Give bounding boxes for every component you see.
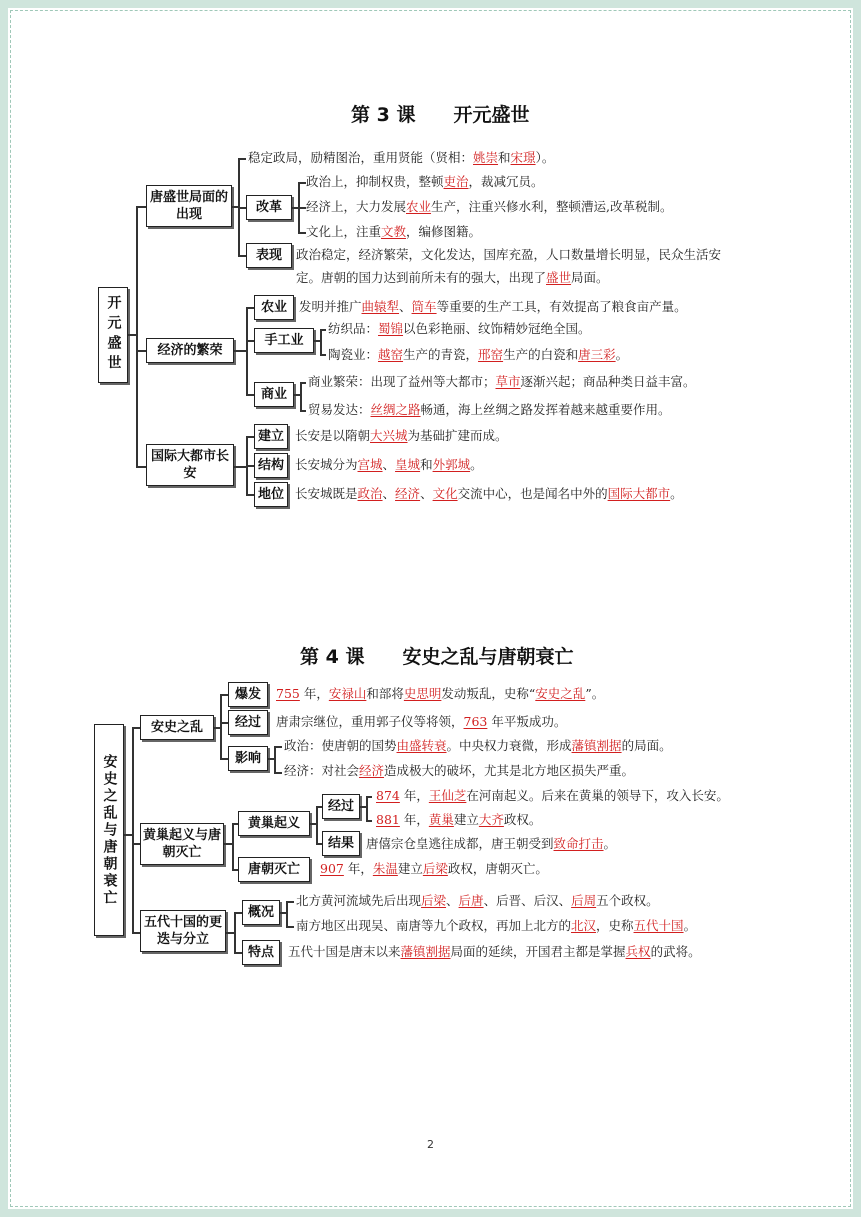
branch-huangchao: 黄巢起义与唐朝灭亡 bbox=[140, 823, 224, 865]
text-reform-culture: 文化上，注重文教，编修图籍。 bbox=[306, 224, 482, 239]
text-commerce-prosperity: 商业繁荣：出现了益州等大都市；草市逐渐兴起；商品种类日益丰富。 bbox=[308, 374, 696, 389]
node-impact: 影响 bbox=[228, 746, 268, 771]
text-uprising-result: 唐僖宗仓皇逃往成都，唐王朝受到致命打击。 bbox=[366, 836, 617, 851]
key-term: 唐三彩 bbox=[578, 347, 616, 362]
branch-prosperity-origin: 唐盛世局面的出现 bbox=[146, 185, 232, 227]
text-uprising-881: 881 年，黄巢建立大齐政权。 bbox=[376, 812, 542, 827]
key-term: 朱温 bbox=[372, 861, 398, 876]
key-term: 经济 bbox=[359, 763, 385, 778]
node-outbreak: 爆发 bbox=[228, 682, 268, 707]
key-term: 后梁 bbox=[421, 893, 447, 908]
key-term: 丝绸之路 bbox=[370, 402, 421, 417]
node-course: 经过 bbox=[228, 710, 268, 735]
node-performance: 表现 bbox=[246, 243, 292, 268]
node-uprising-course: 经过 bbox=[322, 794, 360, 819]
text-structure: 长安城分为宫城、皇城和外郭城。 bbox=[295, 457, 483, 472]
node-huangchao-uprising: 黄巢起义 bbox=[238, 811, 310, 836]
text-course: 唐肃宗继位，重用郭子仪等将领，763 年平叛成功。 bbox=[276, 714, 567, 729]
text-reform-economy: 经济上，大力发展农业生产，注重兴修水利，整顿漕运,改革税制。 bbox=[306, 199, 673, 214]
key-term: 后梁 bbox=[422, 861, 448, 876]
key-term: 国际大都市 bbox=[607, 486, 671, 501]
key-term: 文教 bbox=[381, 224, 407, 239]
text-performance-1: 政治稳定，经济繁荣，文化发达，国库充盈，人口数量增长明显，民众生活安 bbox=[296, 247, 722, 262]
key-term: 黄巢 bbox=[428, 812, 454, 827]
lesson4-title: 第 4 课 安史之乱与唐朝衰亡 bbox=[300, 646, 574, 668]
key-term: 筒车 bbox=[411, 299, 437, 314]
key-term: 874 bbox=[376, 788, 400, 803]
key-term: 安禄山 bbox=[328, 686, 367, 701]
key-term: 农业 bbox=[406, 199, 432, 214]
lesson3-title: 第 3 课 开元盛世 bbox=[351, 104, 530, 126]
key-term: 致命打击 bbox=[553, 836, 604, 851]
text-tang-fall: 907 年，朱温建立后梁政权，唐朝灭亡。 bbox=[320, 861, 548, 876]
key-term: 大齐 bbox=[478, 812, 504, 827]
node-tang-fall: 唐朝灭亡 bbox=[238, 857, 310, 882]
lesson4-root-box: 安史之乱与唐朝衰亡 bbox=[94, 724, 124, 936]
text-performance-2: 定。唐朝的国力达到前所未有的强大，出现了盛世局面。 bbox=[296, 270, 609, 285]
branch-five-dynasties: 五代十国的更迭与分立 bbox=[140, 910, 226, 952]
key-term: 蜀锦 bbox=[378, 321, 404, 336]
text-feature: 五代十国是唐末以来藩镇割据局面的延续，开国君主都是掌握兵权的武将。 bbox=[288, 944, 701, 959]
key-term: 经济 bbox=[395, 486, 421, 501]
node-feature: 特点 bbox=[242, 940, 280, 965]
page-number: 2 bbox=[427, 1138, 434, 1151]
key-term: 曲辕犁 bbox=[361, 299, 400, 314]
lesson3-root-box: 开元盛世 bbox=[98, 287, 128, 383]
node-commerce: 商业 bbox=[254, 382, 294, 407]
key-term: 907 bbox=[320, 861, 344, 876]
text-trade: 贸易发达：丝绸之路畅通，海上丝绸之路发挥着越来越重要作用。 bbox=[308, 402, 671, 417]
key-term: 763 bbox=[463, 714, 488, 729]
key-term: 草市 bbox=[495, 374, 521, 389]
text-overview-north: 北方黄河流域先后出现后梁、后唐、后晋、后汉、后周五个政权。 bbox=[296, 893, 659, 908]
node-reform: 改革 bbox=[246, 195, 292, 220]
key-term: 藩镇割据 bbox=[400, 944, 451, 959]
key-term: 755 bbox=[276, 686, 300, 701]
key-term: 北汉 bbox=[571, 918, 597, 933]
node-handicraft: 手工业 bbox=[254, 328, 314, 353]
key-term: 藩镇割据 bbox=[571, 738, 622, 753]
key-term: 吏治 bbox=[443, 174, 469, 189]
key-term: 881 bbox=[376, 812, 400, 827]
node-established: 建立 bbox=[254, 424, 288, 449]
key-term: 由盛转衰 bbox=[396, 738, 447, 753]
key-term: 盛世 bbox=[546, 270, 572, 285]
key-term: 邢窑 bbox=[478, 347, 504, 362]
branch-economic-prosperity: 经济的繁荣 bbox=[146, 338, 234, 363]
key-term: 后唐 bbox=[458, 893, 484, 908]
key-term: 宋璟 bbox=[510, 150, 536, 165]
text-outbreak: 755 年，安禄山和部将史思明发动叛乱，史称“安史之乱”。 bbox=[276, 686, 605, 701]
node-status: 地位 bbox=[254, 482, 288, 507]
key-term: 姚崇 bbox=[473, 150, 499, 165]
text-uprising-874: 874 年，王仙芝在河南起义。后来在黄巢的领导下，攻入长安。 bbox=[376, 788, 729, 803]
branch-anshi-rebellion: 安史之乱 bbox=[140, 715, 214, 740]
text-impact-economy: 经济：对社会经济造成极大的破坏，尤其是北方地区损失严重。 bbox=[284, 763, 635, 778]
text-ceramics: 陶瓷业：越窑生产的青瓷，邢窑生产的白瓷和唐三彩。 bbox=[328, 347, 629, 362]
text-textile: 纺织品：蜀锦以色彩艳丽、纹饰精妙冠绝全国。 bbox=[328, 321, 591, 336]
key-term: 后周 bbox=[571, 893, 597, 908]
text-overview-south: 南方地区出现吴、南唐等九个政权，再加上北方的北汉，史称五代十国。 bbox=[296, 918, 697, 933]
key-term: 五代十国 bbox=[633, 918, 684, 933]
text-impact-politics: 政治：使唐朝的国势由盛转衰。中央权力衰微，形成藩镇割据的局面。 bbox=[284, 738, 672, 753]
key-term: 史思明 bbox=[403, 686, 442, 701]
node-overview: 概况 bbox=[242, 900, 280, 925]
key-term: 宫城 bbox=[357, 457, 383, 472]
text-established: 长安是以隋朝大兴城为基础扩建而成。 bbox=[295, 428, 508, 443]
key-term: 政治 bbox=[357, 486, 383, 501]
branch-changan: 国际大都市长安 bbox=[146, 444, 234, 486]
text-stable-politics: 稳定政局，励精图治，重用贤能（贤相：姚崇和宋璟）。 bbox=[248, 150, 555, 165]
key-term: 越窑 bbox=[378, 347, 404, 362]
key-term: 王仙芝 bbox=[428, 788, 467, 803]
key-term: 兵权 bbox=[625, 944, 651, 959]
key-term: 皇城 bbox=[395, 457, 421, 472]
key-term: 外郭城 bbox=[432, 457, 471, 472]
text-reform-politics: 政治上，抑制权贵，整顿吏治，裁减冗员。 bbox=[306, 174, 544, 189]
text-status: 长安城既是政治、经济、文化交流中心，也是闻名中外的国际大都市。 bbox=[295, 486, 683, 501]
key-term: 文化 bbox=[432, 486, 458, 501]
node-uprising-result: 结果 bbox=[322, 831, 360, 856]
node-agriculture: 农业 bbox=[254, 295, 294, 320]
node-structure: 结构 bbox=[254, 453, 288, 478]
text-agriculture: 发明并推广曲辕犁、筒车等重要的生产工具，有效提高了粮食亩产量。 bbox=[299, 299, 687, 314]
key-term: 安史之乱 bbox=[535, 686, 586, 701]
key-term: 大兴城 bbox=[370, 428, 408, 443]
